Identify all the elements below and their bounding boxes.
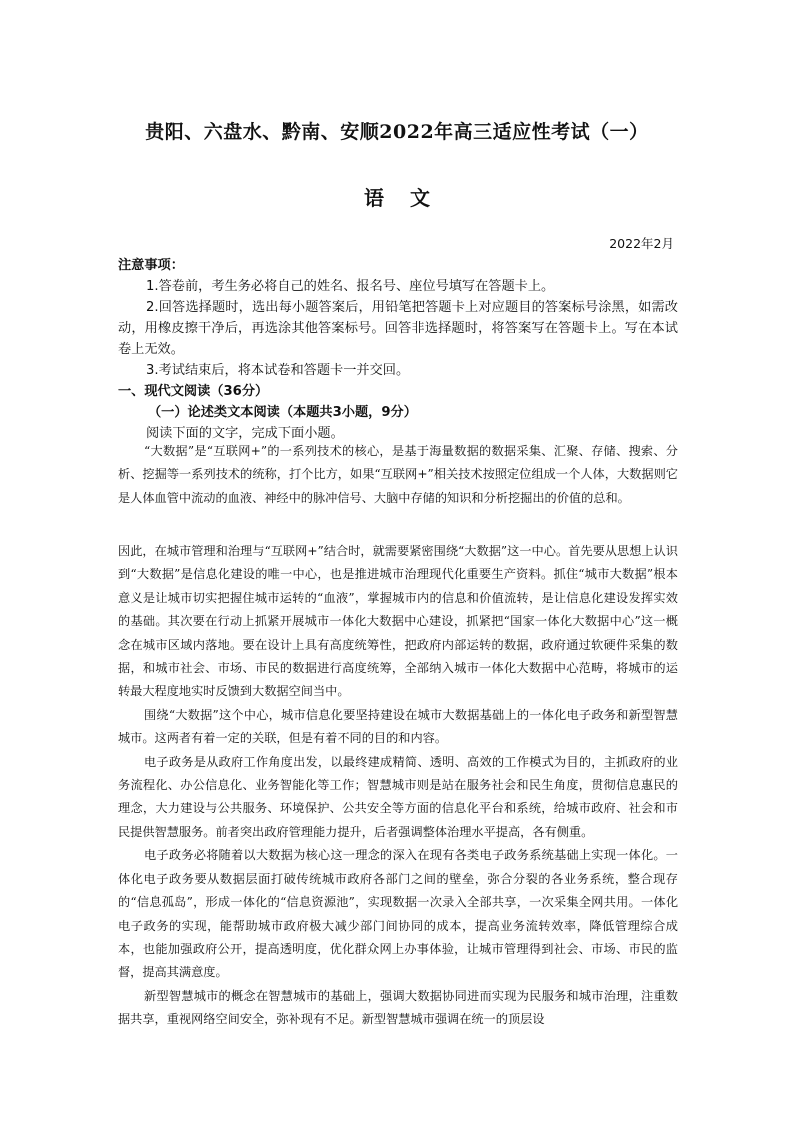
note-item: 1.答卷前，考生务必将自己的姓名、报名号、座位号填写在答题卡上。 (146, 279, 555, 294)
note-item: 3.考试结束后，将本试卷和答题卡一并交回。 (146, 363, 410, 378)
passage-paragraph: 电子政务是从政府工作角度出发，以最终建成精简、透明、高效的工作模式为目的，主抓政府的业务流程化、办公信息化、业务智能化等工作；智慧城市则是站在服务社会和民生角度，贯彻信息惠民的理念，大力建设与公共服务、环境保护、公共安全等方面的信息化平台和系统，给城市政府、社会和市民提供智慧服务。前者突出政府管理能力提升，后者强调整体治理水平提高，各有侧重。 (118, 754, 678, 839)
passage-body (118, 540, 678, 1032)
passage-paragraph: “大数据”是“互联网+”的一系列技术的核心，是基于海量数据的数据采集、汇聚、存储、搜索、分析、挖掘等一系列技术的统称，打个比方，如果“互联网+”相关技术按照定位组成一个人体，大数据则它是人体血管中流动的血液、神经中的脉冲信号、大脑中存储的知识和分析挖掘出的价值的总和。 (118, 444, 678, 505)
subsection-title: （一）论述类文本阅读（本题共3小题，9分） (148, 405, 417, 420)
passage-paragraph: 新型智慧城市的概念在智慧城市的基础上，强调大数据协同进而实现为民服务和城市治理，注重数据共享，重视网络空间安全，弥补现有不足。新型智慧城市强调在统一的顶层设 (118, 988, 678, 1027)
passage-paragraph: 围绕“大数据”这个中心，城市信息化要坚持建设在城市大数据基础上的一体化电子政务和新型智慧城市。这两者有着一定的关联，但是有着不同的目的和内容。 (118, 707, 678, 746)
passage-paragraph: 电子政务必将随着以大数据为核心这一理念的深入在现有各类电子政务系统基础上实现一体化。一体化电子政务要从数据层面打破传统城市政府各部门之间的壁垒，弥合分裂的各业务系统，整合现存的“信息孤岛”，形成一体化的“信息资源池”，实现数据一次录入全部共享，一次采集全网共用。一体化电子政务的实现，能帮助城市政府极大减少部门间协同的成本，提高业务流转效率，降低管理综合成本，也能加强政府公开，提高透明度，优化群众网上办事体验，让城市管理得到社会、市场、市民的监督，提高其满意度。 (118, 848, 678, 980)
passage-paragraph: 因此，在城市管理和治理与“互联网+”结合时，就需要紧密围绕“大数据”这一中心。首先要从思想上认识到“大数据”是信息化建设的唯一中心，也是推进城市治理现代化重要生产资料。抓住“城市大数据”根本意义是让城市切实把握住城市运转的“血液”，掌握城市内的信息和价值流转，是让信息化建设发挥实效的基础。其次要在行动上抓紧开展城市一体化大数据中心建设，抓紧把“国家一体化大数据中心”这一概念在城市区域内落地。要在设计上具有高度统筹性，把政府内部运转的数据，政府通过软硬件采集的数据，和城市社会、市场、市民的数据进行高度统筹，全部纳入城市一体化大数据中心范畴，将城市的运转最大程度地实时反馈到大数据空间当中。 (118, 544, 678, 699)
reading-instruction: 阅读下面的文字，完成下面小题。 (146, 426, 344, 441)
passage-intro (118, 440, 678, 510)
exam-title: 贵阳、六盘水、黔南、安顺2022年高三适应性考试（一） (145, 121, 649, 143)
subject-title: 语文 (364, 186, 456, 210)
exam-date: 2022年2月 (609, 236, 674, 251)
note-item: 2.回答选择题时，选出每小题答案后，用铅笔把答题卡上对应题目的答案标号涂黑，如需改动，用橡皮擦干净后，再选涂其他答案标号。回答非选择题时，将答案写在答题卡上。写在本试卷上无效。 (118, 300, 678, 357)
section-title: 一、现代文阅读（36分） (118, 384, 269, 399)
notes-heading: 注意事项： (118, 258, 184, 273)
instructions-block (118, 255, 678, 444)
